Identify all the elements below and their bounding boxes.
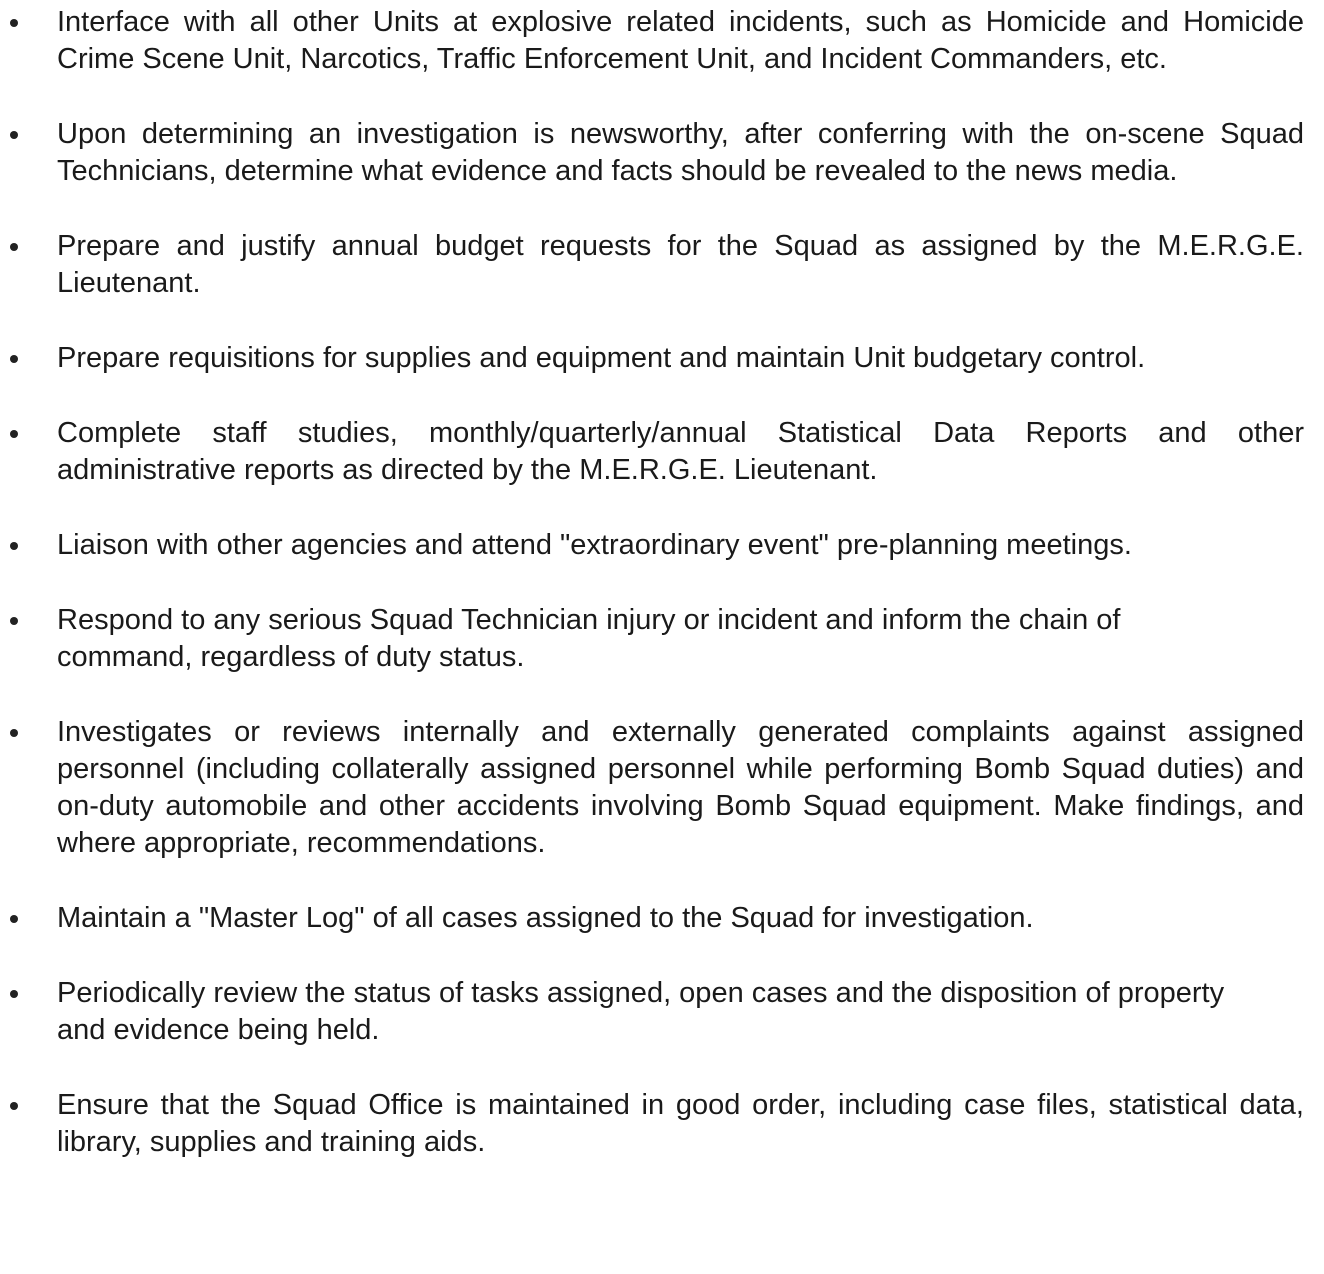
- list-item: [0, 4, 1324, 78]
- list-item-text: Prepare requisitions for supplies and equipment and maintain Unit budgetary control.: [57, 342, 1146, 374]
- bullet-icon: [10, 131, 18, 139]
- bullet-icon: [10, 729, 18, 737]
- duties-list: [0, 4, 1324, 1199]
- bullet-icon: [10, 542, 18, 550]
- list-item-text: Interface with all other Units at explosive related incidents, such as Homicide and Homicide Crime Scene Unit, Narcotics, Traffic Enforcement Unit, and Incident Commanders, etc.: [57, 6, 1304, 75]
- bullet-icon: [10, 617, 18, 625]
- list-item: [0, 116, 1324, 190]
- list-item-text: Maintain a "Master Log" of all cases assigned to the Squad for investigation.: [57, 902, 1034, 934]
- list-item-text: Prepare and justify annual budget requests for the Squad as assigned by the M.E.R.G.E. Lieutenant.: [57, 230, 1304, 299]
- list-item-text: Liaison with other agencies and attend "extraordinary event" pre-planning meetings.: [57, 529, 1132, 561]
- list-item: [0, 1087, 1324, 1161]
- bullet-icon: [10, 1102, 18, 1110]
- bullet-icon: [10, 990, 18, 998]
- bullet-icon: [10, 355, 18, 363]
- bullet-icon: [10, 243, 18, 251]
- list-item-text: Respond to any serious Squad Technician injury or incident and inform the chain of command, regardless of duty status.: [57, 604, 1121, 673]
- list-item: [0, 228, 1324, 302]
- list-item-text: Upon determining an investigation is newsworthy, after conferring with the on-scene Squad Technicians, determine what evidence and facts should be revealed to the news media.: [57, 118, 1304, 187]
- bullet-icon: [10, 915, 18, 923]
- bullet-icon: [10, 19, 18, 27]
- list-item: [0, 527, 1324, 564]
- list-item: [0, 900, 1324, 937]
- list-item: [0, 714, 1324, 862]
- list-item: [0, 415, 1324, 489]
- list-item-text: Periodically review the status of tasks assigned, open cases and the disposition of property and evidence being held.: [57, 977, 1225, 1046]
- list-item: [0, 602, 1324, 676]
- list-item-text: Ensure that the Squad Office is maintained in good order, including case files, statistical data, library, supplies and training aids.: [57, 1089, 1304, 1158]
- bullet-icon: [10, 430, 18, 438]
- list-item-text: Investigates or reviews internally and externally generated complaints against assigned personnel (including collaterally assigned personnel while performing Bomb Squad duties) and on-duty automobile and other accidents involving Bomb Squad equipment. Make findings, and where appropriate, recommendations.: [57, 716, 1304, 859]
- list-item: [0, 975, 1324, 1049]
- list-item: [0, 340, 1324, 377]
- list-item-text: Complete staff studies, monthly/quarterly/annual Statistical Data Reports and other administrative reports as directed by the M.E.R.G.E. Lieutenant.: [57, 417, 1304, 486]
